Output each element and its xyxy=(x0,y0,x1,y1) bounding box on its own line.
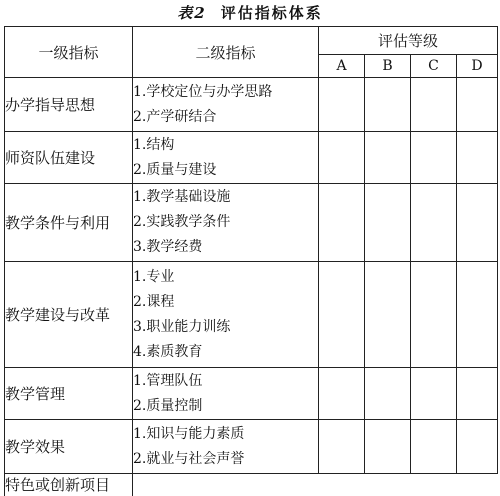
footer-empty-cell xyxy=(133,474,319,496)
grade-column-c: C xyxy=(411,55,457,78)
level2-cell xyxy=(133,78,319,132)
level2-item: 2.课程 xyxy=(133,293,175,310)
grade-cell xyxy=(457,184,498,262)
level2-item: 3.职业能力训练 xyxy=(133,318,231,335)
level2-item: 1.知识与能力素质 xyxy=(133,425,245,442)
level2-item: 2.就业与社会声誉 xyxy=(133,450,245,467)
grade-cell xyxy=(319,420,365,474)
level2-cell xyxy=(133,184,319,262)
header-level2: 二级指标 xyxy=(133,27,319,78)
footer-empty-cell xyxy=(457,474,498,496)
grade-cell xyxy=(457,78,498,132)
level2-cell xyxy=(133,262,319,368)
grade-cell xyxy=(365,420,411,474)
level2-item: 1.学校定位与办学思路 xyxy=(133,83,273,100)
table-row xyxy=(5,78,498,132)
table-row xyxy=(5,262,498,368)
grade-cell xyxy=(411,132,457,184)
table-row xyxy=(5,184,498,262)
level2-item: 1.教学基础设施 xyxy=(133,189,231,205)
grade-cell xyxy=(411,262,457,368)
level2-item: 3.教学经费 xyxy=(133,239,203,255)
level1-cell: 教学效果 xyxy=(5,420,133,474)
table-title: 评估指标体系 xyxy=(220,4,323,22)
level2-item: 2.实践教学条件 xyxy=(133,214,231,230)
footer-level1-cell: 特色或创新项目 xyxy=(5,474,133,496)
grade-cell xyxy=(319,368,365,420)
table-number: 表2 xyxy=(177,4,207,22)
footer-empty-cell xyxy=(411,474,457,496)
level2-item: 1.管理队伍 xyxy=(133,372,203,389)
grade-column-a: A xyxy=(319,55,365,78)
grade-cell xyxy=(457,262,498,368)
level2-item: 2.质量与建设 xyxy=(133,161,217,178)
level2-cell xyxy=(133,420,319,474)
grade-cell xyxy=(365,184,411,262)
level2-cell xyxy=(133,132,319,184)
grade-cell xyxy=(365,78,411,132)
header-grade: 评估等级 xyxy=(319,27,498,55)
level1-cell: 教学建设与改革 xyxy=(5,262,133,368)
table-row xyxy=(5,474,498,496)
grade-cell xyxy=(319,184,365,262)
level2-item: 1.结构 xyxy=(133,136,175,153)
level1-cell: 师资队伍建设 xyxy=(5,132,133,184)
grade-cell xyxy=(365,368,411,420)
table-row xyxy=(5,420,498,474)
table-caption xyxy=(0,2,500,23)
level1-cell: 办学指导思想 xyxy=(5,78,133,132)
level2-cell xyxy=(133,368,319,420)
level2-item: 2.质量控制 xyxy=(133,397,203,414)
level1-cell: 教学管理 xyxy=(5,368,133,420)
grade-cell xyxy=(457,420,498,474)
level2-item: 2.产学研结合 xyxy=(133,108,217,125)
grade-column-d: D xyxy=(457,55,498,78)
table-row xyxy=(5,132,498,184)
grade-cell xyxy=(457,368,498,420)
grade-cell xyxy=(411,368,457,420)
level1-cell: 教学条件与利用 xyxy=(5,184,133,262)
grade-cell xyxy=(319,78,365,132)
grade-cell xyxy=(319,132,365,184)
table-row xyxy=(5,368,498,420)
grade-cell xyxy=(411,420,457,474)
grade-cell xyxy=(319,262,365,368)
evaluation-index-table xyxy=(4,26,498,496)
level2-item: 1.专业 xyxy=(133,268,175,285)
level2-item: 4.素质教育 xyxy=(133,343,203,360)
grade-cell xyxy=(365,262,411,368)
grade-column-b: B xyxy=(365,55,411,78)
grade-cell xyxy=(365,132,411,184)
header-level1: 一级指标 xyxy=(5,27,133,78)
footer-empty-cell xyxy=(319,474,365,496)
grade-cell xyxy=(411,78,457,132)
grade-cell xyxy=(457,132,498,184)
footer-empty-cell xyxy=(365,474,411,496)
grade-cell xyxy=(411,184,457,262)
